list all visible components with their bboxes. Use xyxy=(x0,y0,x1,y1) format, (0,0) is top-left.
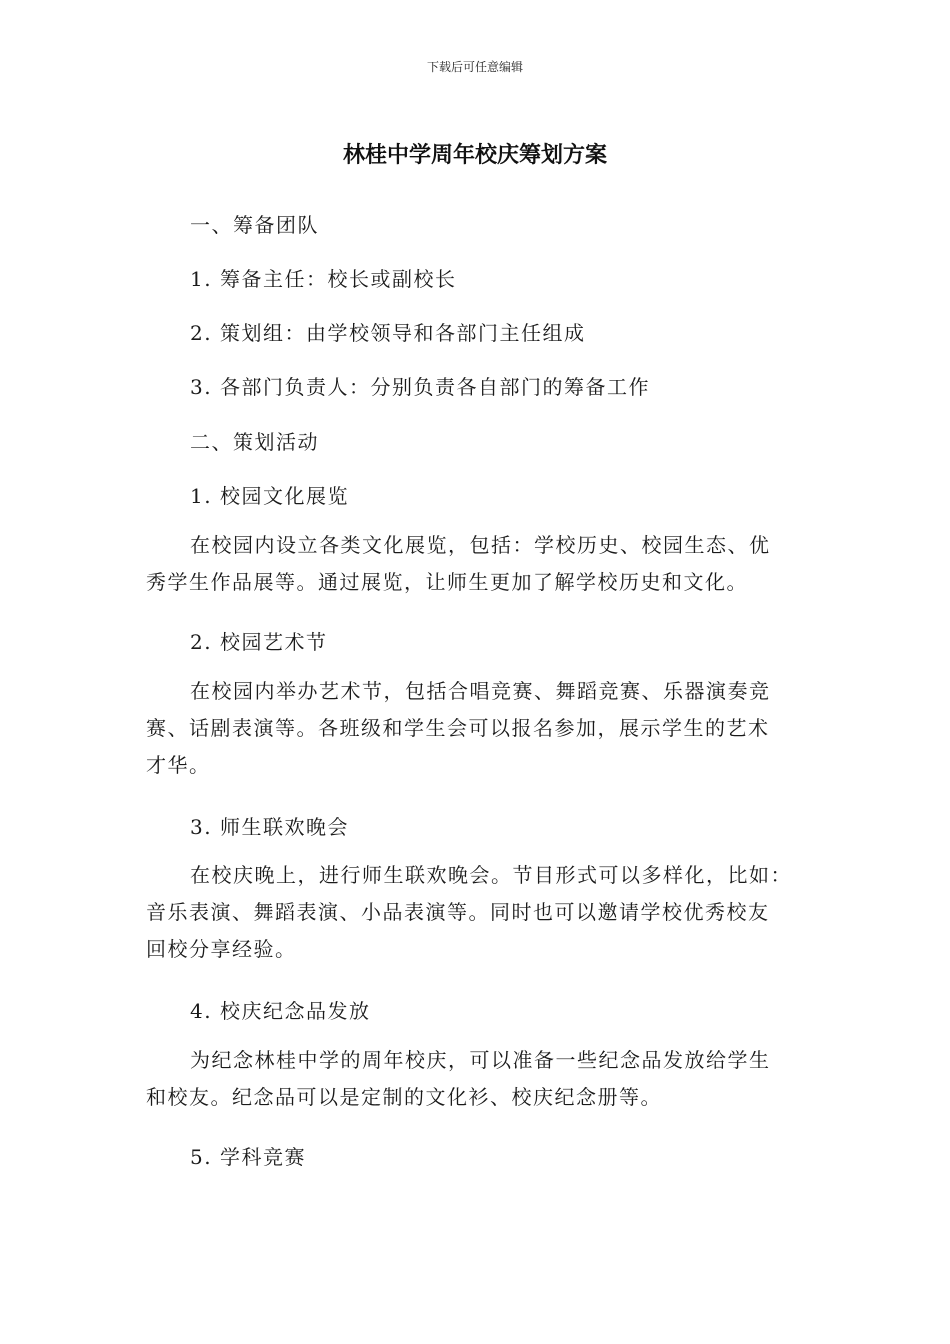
team-item-planning-group: 2. 策划组：由学校领导和各部门主任组成 xyxy=(190,321,586,345)
page-title: 林桂中学周年校庆筹划方案 xyxy=(342,143,607,168)
activity-desc-exhibition xyxy=(146,527,806,601)
activity-desc-souvenirs xyxy=(146,1042,806,1116)
team-item-department-heads: 3. 各部门负责人：分别负责各自部门的筹备工作 xyxy=(190,375,650,399)
section-heading-team: 一、筹备团队 xyxy=(190,213,319,237)
paragraph-line: 和校友。纪念品可以是定制的文化衫、校庆纪念册等。 xyxy=(146,1085,662,1109)
activity-title-competition: 5. 学科竞赛 xyxy=(190,1145,306,1169)
paragraph-line: 秀学生作品展等。通过展览，让师生更加了解学校历史和文化。 xyxy=(146,570,748,594)
paragraph-line: 在校园内举办艺术节，包括合唱竞赛、舞蹈竞赛、乐器演奏竞 xyxy=(190,679,771,703)
activity-desc-gala xyxy=(146,857,806,968)
section-heading-activities: 二、策划活动 xyxy=(190,430,319,454)
activity-title-souvenirs: 4. 校庆纪念品发放 xyxy=(190,999,371,1023)
activity-title-art-festival: 2. 校园艺术节 xyxy=(190,630,328,654)
paragraph-line: 回校分享经验。 xyxy=(146,937,297,961)
activity-title-gala: 3. 师生联欢晚会 xyxy=(190,815,349,839)
activity-title-exhibition: 1. 校园文化展览 xyxy=(190,484,349,508)
paragraph-line: 在校庆晚上，进行师生联欢晚会。节目形式可以多样化，比如： xyxy=(190,863,792,887)
team-item-director: 1. 筹备主任：校长或副校长 xyxy=(190,267,457,291)
paragraph-line: 在校园内设立各类文化展览，包括：学校历史、校园生态、优 xyxy=(190,533,771,557)
activity-desc-art-festival xyxy=(146,673,806,784)
paragraph-line: 赛、话剧表演等。各班级和学生会可以报名参加，展示学生的艺术 xyxy=(146,716,770,740)
paragraph-line: 为纪念林桂中学的周年校庆，可以准备一些纪念品发放给学生 xyxy=(190,1048,771,1072)
paragraph-line: 才华。 xyxy=(146,753,211,777)
paragraph-line: 音乐表演、舞蹈表演、小品表演等。同时也可以邀请学校优秀校友 xyxy=(146,900,770,924)
header-note: 下载后可任意编辑 xyxy=(426,60,523,74)
